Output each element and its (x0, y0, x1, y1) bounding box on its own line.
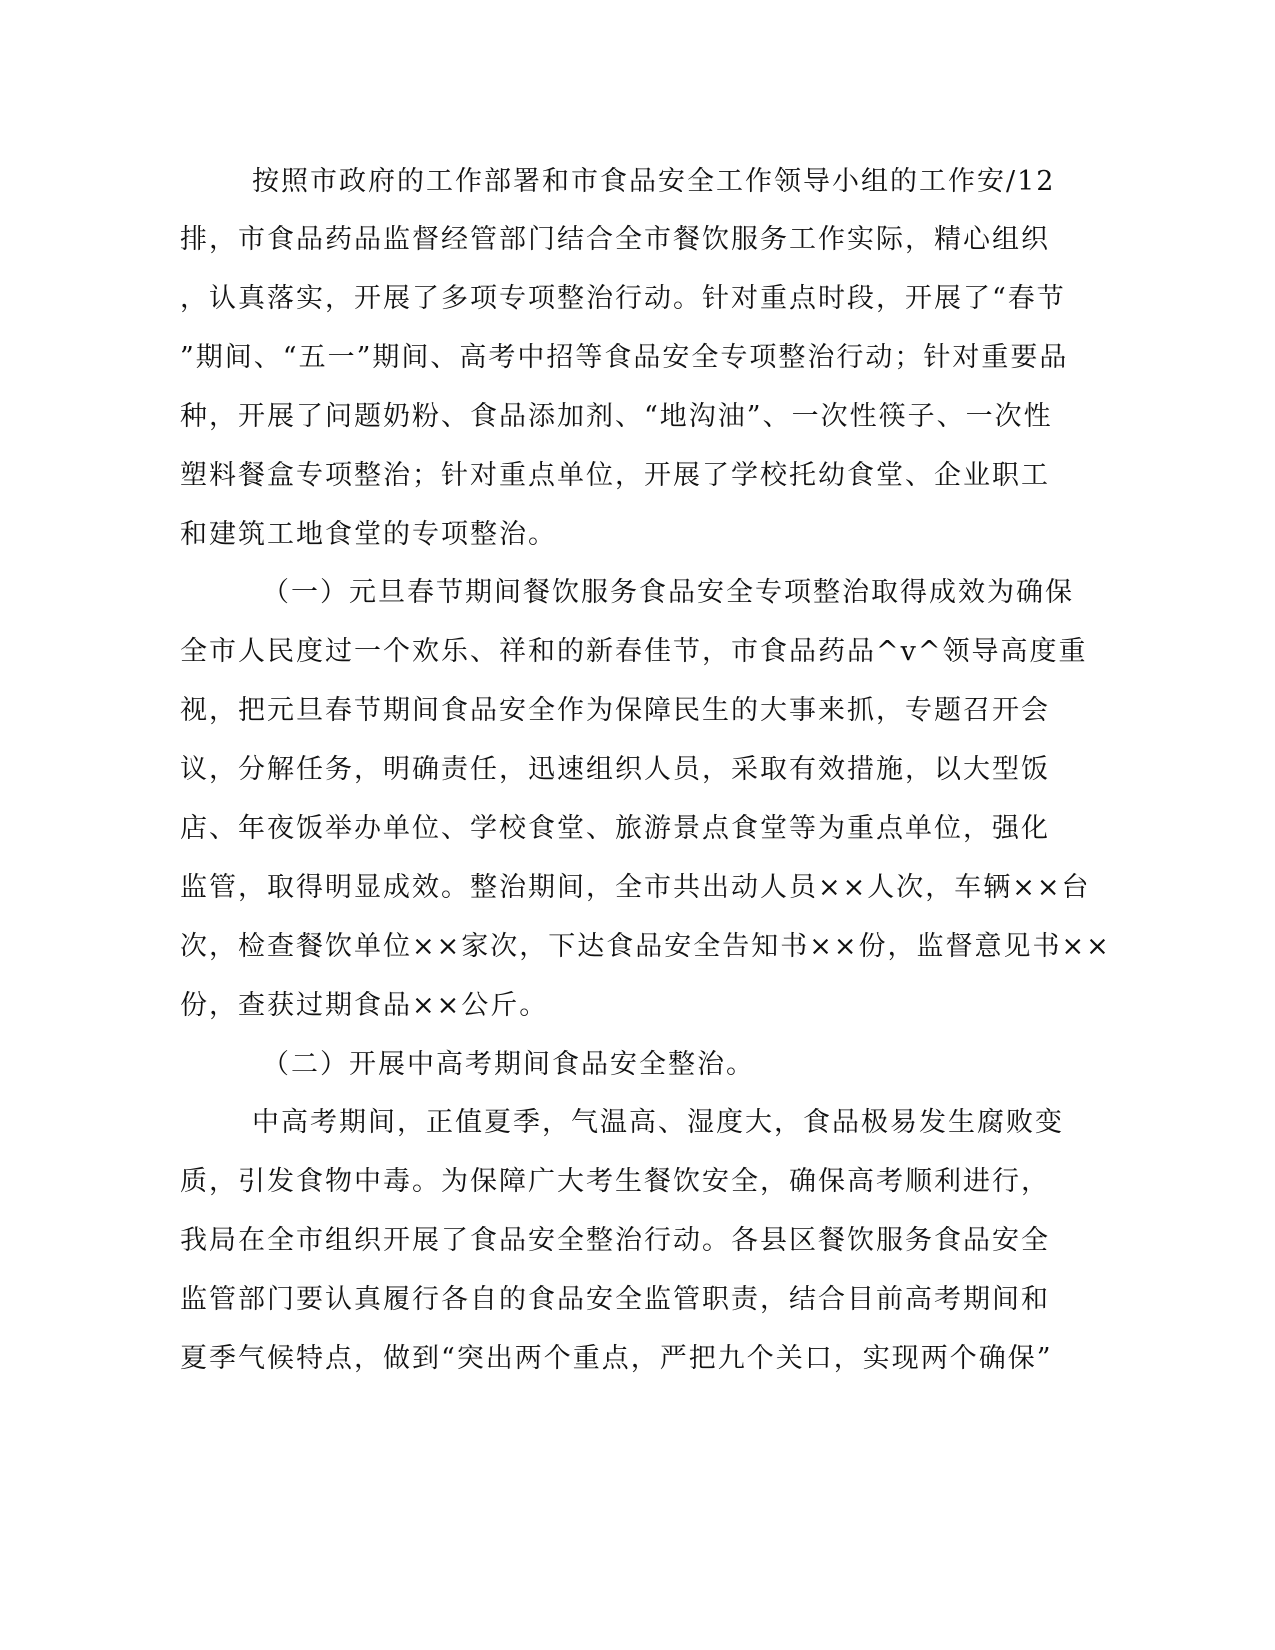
text-line: 议，分解任务，明确责任，迅速组织人员，采取有效措施，以大型饭 (180, 754, 1050, 785)
text-line: 排，市食品药品监督经管部门结合全市餐饮服务工作实际，精心组织 (180, 224, 1050, 255)
text-line: 和建筑工地食堂的专项整治。 (180, 519, 557, 550)
text-line: 全市人民度过一个欢乐、祥和的新春佳节，市食品药品^v^领导高度重 (180, 636, 1088, 667)
text-line: 店、年夜饭举办单位、学校食堂、旅游景点食堂等为重点单位，强化 (180, 813, 1050, 844)
text-line: 中高考期间，正值夏季，气温高、湿度大，食品极易发生腐败变 (252, 1107, 1064, 1138)
text-line: 视，把元旦春节期间食品安全作为保障民生的大事来抓，专题召开会 (180, 695, 1050, 726)
text-line: 我局在全市组织开展了食品安全整治行动。各县区餐饮服务食品安全 (180, 1225, 1050, 1256)
text-line: ，认真落实，开展了多项专项整治行动。针对重点时段，开展了“春节 (180, 283, 1066, 314)
text-line: 次，检查餐饮单位××家次，下达食品安全告知书××份，监督意见书×× (180, 931, 1111, 962)
text-line: （二）开展中高考期间食品安全整治。 (262, 1049, 755, 1080)
text-line: 塑料餐盒专项整治；针对重点单位，开展了学校托幼食堂、企业职工 (180, 460, 1050, 491)
text-line: 按照市政府的工作部署和市食品安全工作领导小组的工作安/12 (252, 166, 1056, 197)
text-line: 夏季气候特点，做到“突出两个重点，严把九个关口，实现两个确保” (180, 1343, 1053, 1374)
text-line: ”期间、“五一”期间、高考中招等食品安全专项整治行动；针对重要品 (180, 342, 1069, 373)
text-line: 监管，取得明显成效。整治期间，全市共出动人员××人次，车辆××台 (180, 872, 1091, 903)
text-line: （一）元旦春节期间餐饮服务食品安全专项整治取得成效为确保 (262, 577, 1074, 608)
text-line: 质，引发食物中毒。为保障广大考生餐饮安全，确保高考顺利进行， (180, 1166, 1050, 1197)
text-line: 监管部门要认真履行各自的食品安全监管职责，结合目前高考期间和 (180, 1284, 1050, 1315)
text-line: 种，开展了问题奶粉、食品添加剂、“地沟油”、一次性筷子、一次性 (180, 401, 1053, 432)
text-line: 份，查获过期食品××公斤。 (180, 990, 549, 1021)
